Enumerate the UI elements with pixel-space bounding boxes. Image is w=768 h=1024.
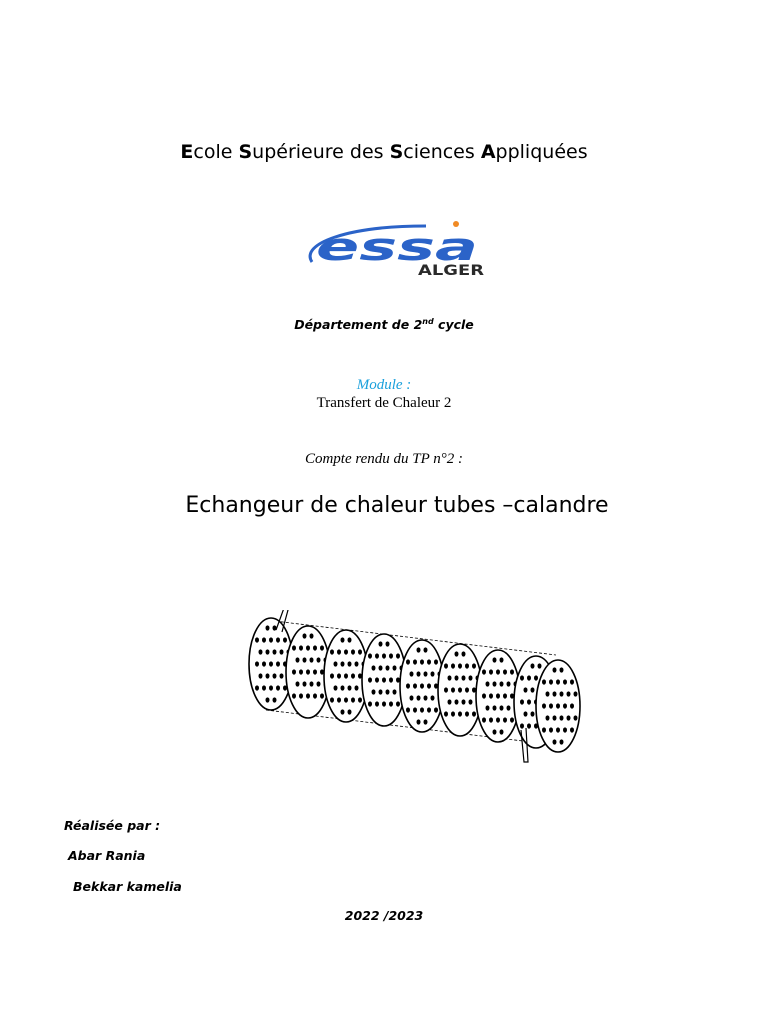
tube-hole	[368, 653, 372, 658]
tube-hole	[503, 717, 507, 722]
tube-hole	[496, 693, 500, 698]
tube-hole	[280, 673, 284, 678]
tube-hole	[556, 679, 560, 684]
tube-hole	[451, 663, 455, 668]
tube-hole	[503, 693, 507, 698]
report-title: Echangeur de chaleur tubes –calandre	[185, 493, 609, 518]
tube-hole	[546, 715, 550, 720]
academic-year: 2022 /2023	[344, 908, 424, 923]
tube-hole	[379, 689, 383, 694]
tube-hole	[486, 705, 490, 710]
tube-hole	[320, 645, 324, 650]
tube-hole	[299, 693, 303, 698]
tube-hole	[368, 701, 372, 706]
tube-hole	[348, 637, 352, 642]
tube-hole	[283, 637, 287, 642]
tube-hole	[375, 677, 379, 682]
tube-hole	[553, 715, 557, 720]
tube-hole	[527, 723, 531, 728]
tube-hole	[427, 659, 431, 664]
tube-hole	[417, 671, 421, 676]
tube-hole	[292, 645, 296, 650]
tube-hole	[527, 675, 531, 680]
tube-hole	[386, 641, 390, 646]
department-line	[0, 317, 768, 332]
tube-hole	[444, 687, 448, 692]
tube-hole	[542, 703, 546, 708]
tube-hole	[344, 649, 348, 654]
tube-hole	[273, 673, 277, 678]
tube-hole	[292, 693, 296, 698]
heat-exchanger-illustration	[236, 610, 586, 770]
tube-hole	[472, 663, 476, 668]
baffles	[249, 618, 580, 752]
tube-hole	[406, 707, 410, 712]
tube-hole	[420, 683, 424, 688]
tube-hole	[292, 669, 296, 674]
tube-hole	[493, 729, 497, 734]
tube-hole	[556, 703, 560, 708]
tube-hole	[496, 669, 500, 674]
tube-hole	[455, 699, 459, 704]
tube-hole	[255, 637, 259, 642]
tube-hole	[462, 675, 466, 680]
tube-hole	[549, 727, 553, 732]
tube-hole	[567, 715, 571, 720]
logo-wordmark: essa	[316, 225, 478, 269]
tube-hole	[420, 707, 424, 712]
author-name-1: Abar Rania	[68, 848, 146, 863]
school-word-4: ppliquées	[495, 141, 588, 163]
tube-hole	[351, 697, 355, 702]
tube-hole	[489, 717, 493, 722]
tube-hole	[500, 681, 504, 686]
tube-hole	[344, 697, 348, 702]
tube-hole	[344, 673, 348, 678]
tube-hole	[413, 707, 417, 712]
department-suffix: cycle	[433, 317, 474, 333]
tube-hole	[534, 675, 538, 680]
tube-hole	[570, 679, 574, 684]
tube-hole	[358, 649, 362, 654]
report-subtitle: Compte rendu du TP n°2 :	[304, 451, 464, 467]
module-label: Module :	[356, 377, 412, 393]
tube-hole	[355, 661, 359, 666]
tube-hole	[269, 685, 273, 690]
tube-hole	[266, 697, 270, 702]
tube-hole	[507, 681, 511, 686]
tube-hole	[500, 729, 504, 734]
tube-hole	[273, 697, 277, 702]
tube-hole	[413, 683, 417, 688]
tube-hole	[296, 657, 300, 662]
tube-hole	[431, 695, 435, 700]
tube-hole	[276, 685, 280, 690]
tube-hole	[553, 667, 557, 672]
tube-hole	[560, 667, 564, 672]
tube-hole	[472, 711, 476, 716]
tube-hole	[393, 689, 397, 694]
tube-hole	[341, 661, 345, 666]
tube-hole	[330, 673, 334, 678]
tube-hole	[299, 669, 303, 674]
tube-hole	[527, 699, 531, 704]
tube-hole	[396, 653, 400, 658]
essa-logo	[306, 218, 488, 280]
tube-hole	[465, 687, 469, 692]
author-name-2: Bekkar kamelia	[73, 879, 182, 894]
tube-hole	[553, 739, 557, 744]
tube-hole	[382, 701, 386, 706]
tube-hole	[303, 657, 307, 662]
tube-hole	[510, 669, 514, 674]
tube-hole	[462, 651, 466, 656]
tube-hole	[434, 659, 438, 664]
tube-hole	[448, 699, 452, 704]
tube-hole	[520, 723, 524, 728]
tube-hole	[351, 649, 355, 654]
tube-hole	[510, 717, 514, 722]
tube-hole	[296, 681, 300, 686]
tube-hole	[341, 685, 345, 690]
tube-hole	[262, 685, 266, 690]
tube-hole	[386, 665, 390, 670]
tube-hole	[455, 651, 459, 656]
tube-hole	[413, 659, 417, 664]
tube-hole	[334, 661, 338, 666]
tube-hole	[431, 671, 435, 676]
tube-hole	[524, 687, 528, 692]
tube-hole	[458, 687, 462, 692]
tube-hole	[560, 739, 564, 744]
tube-hole	[424, 671, 428, 676]
tube-hole	[458, 663, 462, 668]
department-sup: nd	[422, 317, 434, 326]
tube-hole	[444, 663, 448, 668]
tube-hole	[306, 645, 310, 650]
tube-hole	[451, 711, 455, 716]
school-initial-2: S	[238, 141, 253, 163]
tube-hole	[372, 689, 376, 694]
tube-hole	[542, 679, 546, 684]
school-word-3: ciences	[403, 141, 481, 163]
tube-hole	[567, 691, 571, 696]
tube-hole	[538, 663, 542, 668]
tube-hole	[417, 647, 421, 652]
tube-hole	[368, 677, 372, 682]
tube-hole	[465, 663, 469, 668]
tube-hole	[500, 657, 504, 662]
tube-hole	[372, 665, 376, 670]
tube-hole	[424, 647, 428, 652]
tube-hole	[563, 727, 567, 732]
tube-hole	[493, 705, 497, 710]
tube-hole	[379, 665, 383, 670]
tube-hole	[520, 675, 524, 680]
school-initial-1: E	[180, 141, 194, 163]
tube-hole	[382, 653, 386, 658]
logo-subtitle: ALGER	[418, 263, 485, 279]
tube-hole	[493, 681, 497, 686]
authors-label: Réalisée par :	[64, 818, 161, 833]
tube-hole	[310, 657, 314, 662]
tube-hole	[549, 703, 553, 708]
tube-hole	[310, 633, 314, 638]
tube-hole	[424, 695, 428, 700]
tube-hole	[382, 677, 386, 682]
tube-hole	[406, 659, 410, 664]
tube-hole	[259, 649, 263, 654]
tube-hole	[276, 637, 280, 642]
tube-hole	[563, 679, 567, 684]
tube-hole	[560, 691, 564, 696]
tube-hole	[389, 677, 393, 682]
tube-hole	[570, 703, 574, 708]
tube-hole	[396, 701, 400, 706]
tube-hole	[469, 675, 473, 680]
tube-hole	[455, 675, 459, 680]
tube-hole	[276, 661, 280, 666]
tube-hole	[489, 693, 493, 698]
tube-hole	[262, 661, 266, 666]
tube-hole	[303, 633, 307, 638]
tube-hole	[330, 649, 334, 654]
tube-hole	[570, 727, 574, 732]
tube-hole	[531, 687, 535, 692]
tube-hole	[574, 715, 578, 720]
tube-hole	[496, 717, 500, 722]
tube-hole	[317, 657, 321, 662]
tube-hole	[320, 693, 324, 698]
tube-hole	[482, 669, 486, 674]
tube-hole	[417, 695, 421, 700]
tube-hole	[375, 701, 379, 706]
tube-hole	[448, 675, 452, 680]
tube-hole	[337, 673, 341, 678]
tube-hole	[524, 711, 528, 716]
tube-hole	[451, 687, 455, 692]
tube-hole	[313, 645, 317, 650]
tube-hole	[334, 685, 338, 690]
school-name	[0, 141, 768, 163]
tube-hole	[444, 711, 448, 716]
tube-hole	[417, 719, 421, 724]
tube-hole	[259, 673, 263, 678]
tube-hole	[531, 663, 535, 668]
tube-hole	[560, 715, 564, 720]
tube-hole	[313, 693, 317, 698]
tube-hole	[355, 685, 359, 690]
tube-hole	[313, 669, 317, 674]
tube-hole	[465, 711, 469, 716]
tube-hole	[348, 685, 352, 690]
school-word-1: cole	[193, 141, 239, 163]
tube-hole	[424, 719, 428, 724]
tube-hole	[410, 671, 414, 676]
tube-hole	[273, 649, 277, 654]
tube-hole	[341, 709, 345, 714]
tube-hole	[348, 709, 352, 714]
tube-hole	[489, 669, 493, 674]
tube-hole	[563, 703, 567, 708]
tube-hole	[556, 727, 560, 732]
tube-hole	[299, 645, 303, 650]
tube-hole	[358, 697, 362, 702]
tube-hole	[462, 699, 466, 704]
school-word-2: upérieure des	[252, 141, 390, 163]
tube-hole	[520, 699, 524, 704]
tube-hole	[348, 661, 352, 666]
tube-hole	[493, 657, 497, 662]
tube-hole	[379, 641, 383, 646]
tube-hole	[386, 689, 390, 694]
tube-hole	[482, 693, 486, 698]
tube-hole	[389, 653, 393, 658]
tube-hole	[269, 661, 273, 666]
school-initial-3: S	[389, 141, 404, 163]
department-prefix: Département de 2	[294, 317, 423, 333]
tube-hole	[549, 679, 553, 684]
tube-hole	[310, 681, 314, 686]
tube-hole	[420, 659, 424, 664]
tube-hole	[410, 695, 414, 700]
tube-hole	[306, 693, 310, 698]
tube-hole	[330, 697, 334, 702]
tube-hole	[393, 665, 397, 670]
tube-hole	[482, 717, 486, 722]
tube-hole	[262, 637, 266, 642]
tube-hole	[531, 711, 535, 716]
tube-hole	[574, 691, 578, 696]
module-name: Transfert de Chaleur 2	[316, 395, 452, 411]
tube-hole	[255, 661, 259, 666]
tube-hole	[337, 649, 341, 654]
tube-hole	[280, 649, 284, 654]
tube-hole	[266, 673, 270, 678]
tube-hole	[503, 669, 507, 674]
tube-hole	[269, 637, 273, 642]
tube-hole	[458, 711, 462, 716]
tube-hole	[553, 691, 557, 696]
tube-hole	[486, 681, 490, 686]
tube-hole	[507, 705, 511, 710]
tube-hole	[303, 681, 307, 686]
tube-hole	[406, 683, 410, 688]
tube-hole	[427, 707, 431, 712]
tube-hole	[255, 685, 259, 690]
tube-hole	[375, 653, 379, 658]
tube-hole	[500, 705, 504, 710]
tube-hole	[427, 683, 431, 688]
tube-hole	[266, 649, 270, 654]
tube-hole	[337, 697, 341, 702]
tube-hole	[341, 637, 345, 642]
tube-hole	[306, 669, 310, 674]
tube-hole	[266, 625, 270, 630]
tube-hole	[546, 691, 550, 696]
tube-hole	[434, 707, 438, 712]
tube-hole	[542, 727, 546, 732]
tube-hole	[389, 701, 393, 706]
tube-hole	[317, 681, 321, 686]
tube-hole	[351, 673, 355, 678]
tube-hole	[469, 699, 473, 704]
baffle-disc	[536, 660, 580, 752]
school-initial-4: A	[480, 141, 496, 163]
